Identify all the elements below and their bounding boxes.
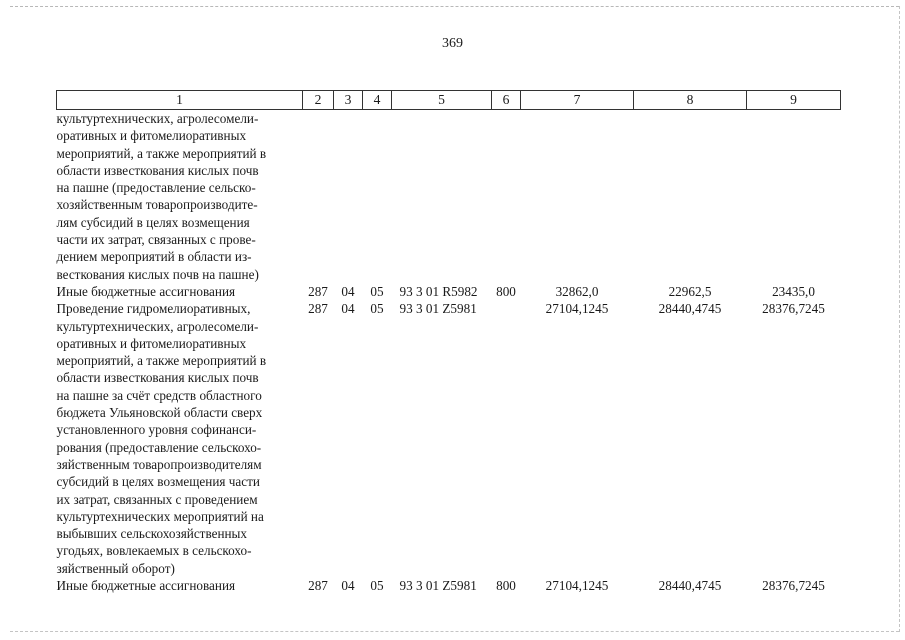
- table-row: [57, 110, 841, 283]
- description-cell: [57, 577, 303, 594]
- description-line: Проведение гидромелиоративных,: [56, 301, 251, 317]
- amount-year1-cell: 32862,0: [555, 283, 599, 299]
- amount-year3-cell: 28376,7245: [762, 578, 825, 594]
- page-number: 369: [442, 36, 463, 51]
- target-article-cell: 93 3 01 Z5981: [399, 578, 477, 594]
- page-border-right: [899, 6, 900, 632]
- amount-year1-cell: 27104,1245: [545, 578, 609, 594]
- description-line: мероприятий, а также мероприятий в: [56, 145, 267, 161]
- section-code-cell: 04: [341, 578, 355, 594]
- amount-year1-cell: [521, 110, 634, 283]
- description-line: оративных и фитомелиоративных: [56, 335, 247, 351]
- description-line: на пашне за счёт средств областного: [56, 387, 262, 403]
- description-line: зяйственный оборот): [56, 560, 175, 576]
- subsection-code-cell: 05: [370, 301, 384, 317]
- description-line: их затрат, связанных с проведением: [56, 491, 258, 507]
- description-line: на пашне (предоставление сельско-: [56, 180, 256, 196]
- header-row: [57, 91, 841, 110]
- description-line: части их затрат, связанных с прове-: [56, 232, 256, 248]
- page-border-top: [10, 6, 899, 7]
- expense-type-cell: 800: [496, 578, 516, 594]
- description-line: выбывших сельскохозяйственных: [56, 526, 248, 542]
- amount-year2-cell: 22962,5: [668, 283, 712, 299]
- description-cell: [57, 283, 303, 300]
- column-header: 1: [57, 91, 303, 110]
- description-line: хозяйственным товаропроизводите-: [56, 197, 258, 213]
- description-line: весткования кислых почв на пашне): [56, 266, 259, 282]
- table-body: [57, 110, 841, 595]
- description-line: зяйственным товаропроизводителям: [56, 456, 262, 472]
- amount-year1-cell: 27104,1245: [545, 301, 609, 317]
- target-article-cell: 93 3 01 R5982: [399, 283, 478, 299]
- table-row: [57, 577, 841, 594]
- description-line: дением мероприятий в области из-: [56, 249, 252, 265]
- description-line: культуртехнических, агролесомели-: [56, 318, 259, 334]
- description-line: лям субсидий в целях возмещения: [56, 214, 250, 230]
- description-line: области известкования кислых почв: [56, 370, 259, 386]
- column-header: 6: [492, 91, 521, 110]
- description-cell: [57, 110, 303, 283]
- description-line: рования (предоставление сельскохо-: [56, 439, 262, 455]
- section-code-cell: [334, 110, 363, 283]
- target-article-cell: 93 3 01 Z5981: [399, 301, 477, 317]
- amount-year3-cell: 23435,0: [772, 283, 815, 299]
- column-header: 4: [363, 91, 392, 110]
- subsection-code-cell: [363, 110, 392, 283]
- expense-type-cell: [492, 110, 521, 283]
- amount-year3-cell: [747, 110, 841, 283]
- column-header: 2: [303, 91, 334, 110]
- section-code-cell: 04: [341, 283, 355, 299]
- page-border-bottom: [10, 631, 899, 632]
- description-line: мероприятий, а также мероприятий в: [56, 353, 267, 369]
- expense-type-cell: 800: [496, 283, 516, 299]
- section-code-cell: 04: [341, 301, 355, 317]
- admin-code-cell: [303, 110, 334, 283]
- target-article-cell: [392, 110, 492, 283]
- description-line: культуртехнических мероприятий на: [56, 508, 264, 524]
- description-line: области известкования кислых почв: [56, 162, 259, 178]
- budget-table: [56, 90, 841, 594]
- description-line: оративных и фитомелиоративных: [56, 128, 247, 144]
- description-line: установленного уровня софинанси-: [56, 422, 257, 438]
- admin-code-cell: 287: [308, 301, 328, 317]
- description-line: культуртехнических, агролесомели-: [56, 111, 259, 126]
- table-row: [57, 283, 841, 300]
- column-header: 7: [521, 91, 634, 110]
- description-line: Иные бюджетные ассигнования: [56, 283, 236, 299]
- amount-year2-cell: [634, 110, 747, 283]
- table-row: [57, 300, 841, 577]
- admin-code-cell: 287: [308, 578, 328, 594]
- description-line: Иные бюджетные ассигнования: [56, 578, 236, 594]
- amount-year3-cell: 28376,7245: [762, 301, 825, 317]
- admin-code-cell: 287: [308, 283, 328, 299]
- expense-type-cell: [492, 300, 521, 577]
- subsection-code-cell: 05: [370, 283, 384, 299]
- column-header: 3: [334, 91, 363, 110]
- column-header: 9: [747, 91, 841, 110]
- column-header: 8: [634, 91, 747, 110]
- description-cell: [57, 300, 303, 577]
- description-line: бюджета Ульяновской области сверх: [56, 405, 263, 421]
- description-line: угодьях, вовлекаемых в сельскохо-: [56, 543, 252, 559]
- description-line: субсидий в целях возмещения части: [56, 474, 260, 490]
- subsection-code-cell: 05: [370, 578, 384, 594]
- amount-year2-cell: 28440,4745: [658, 578, 722, 594]
- column-header: 5: [392, 91, 492, 110]
- amount-year2-cell: 28440,4745: [658, 301, 722, 317]
